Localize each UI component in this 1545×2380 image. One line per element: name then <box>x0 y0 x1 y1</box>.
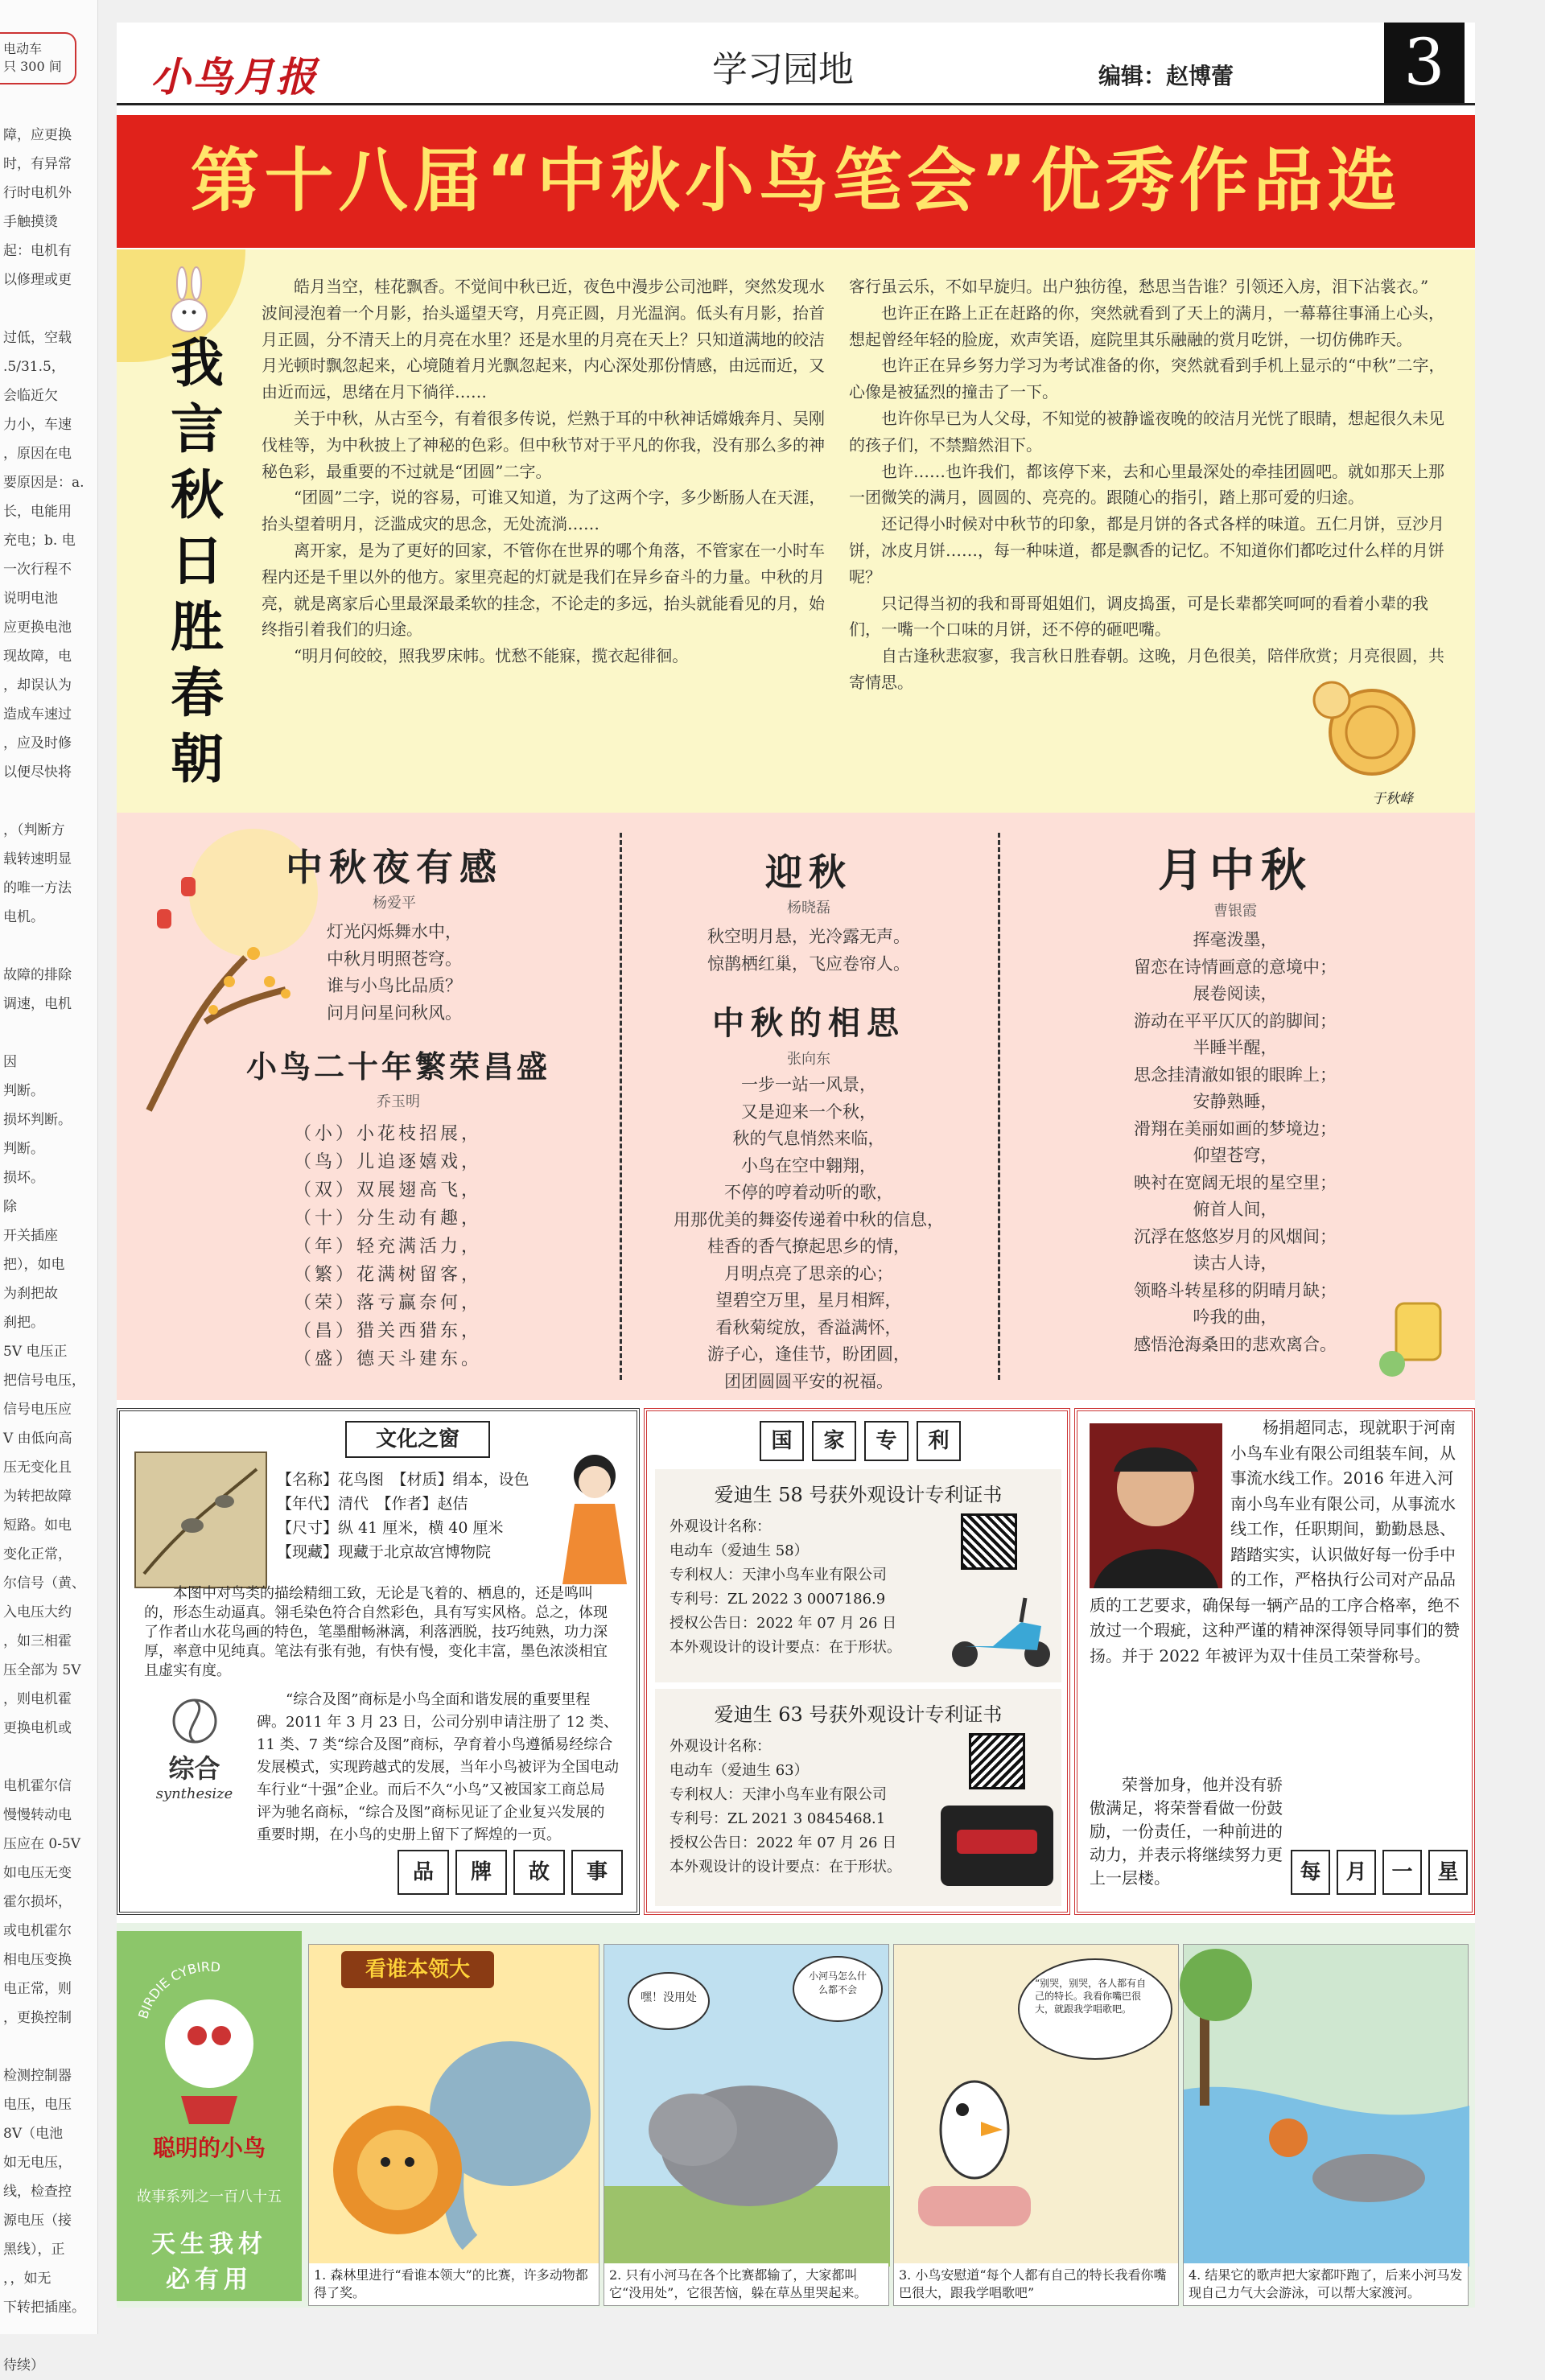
rabbit-icon <box>161 266 217 338</box>
previous-page-line: ，应及时修 <box>3 735 72 751</box>
poem-line: 一步一站一风景， <box>741 1075 876 1094</box>
tag-char: 品 <box>398 1850 449 1895</box>
previous-page-line: 压无变化且 <box>3 1460 72 1476</box>
patent-line: 专利号：ZL 2021 3 0845468.1 <box>670 1810 886 1827</box>
title-char: 日 <box>171 529 224 592</box>
previous-page-line: 如无电压， <box>3 2155 72 2171</box>
tag-char: 牌 <box>455 1850 507 1895</box>
poem-title: 月中秋 <box>1158 844 1312 897</box>
logo-en: synthesize <box>155 1785 233 1802</box>
patent-line: 授权公告日：2022 年 07 月 26 日 <box>670 1834 897 1851</box>
previous-page-line: 以便尽快将 <box>3 764 72 780</box>
poem-author: 张向东 <box>787 1051 830 1068</box>
comic-frame-3 <box>893 1944 1179 2306</box>
poem-line: 读古人诗， <box>1193 1254 1278 1273</box>
poem-line: 映衬在宽阔无垠的星空里； <box>1134 1172 1337 1192</box>
poem-line: 思念挂清澈如银的眼眸上； <box>1134 1064 1337 1085</box>
tag-char: 专 <box>864 1421 908 1461</box>
previous-page-line: 短路。如电 <box>3 1517 72 1534</box>
previous-page-line: 电机霍尔信 <box>3 1778 72 1794</box>
tag-char: 星 <box>1428 1850 1468 1895</box>
previous-page-column <box>0 0 98 2374</box>
essay-paragraph: 也许你早已为人父母，不知觉的被静谧夜晚的皎洁月光恍了眼睛，想起很久未见的孩子们，不禁黯然泪下。 <box>849 408 1444 455</box>
essay-section <box>117 249 1475 813</box>
motto-line: 天生我材 <box>151 2230 267 2259</box>
poem-author: 杨爱平 <box>373 895 416 912</box>
brand-story-text: “综合及图”商标是小鸟全面和谐发展的重要里程碑。2011 年 3 月 23 日，公司分别申请注册了 12 类、11 类、7 类“综合及图”商标，孕育着小鸟遵循易经综合发展模式，实现跨越式的发展，当年小鸟被评为全国电动车行业“十强”企业。而后不久“小鸟”又被国家工商总局评为驰名商标，“综合及图”商标见证了企业复兴发展的重要时期，在小鸟的史册上留下了辉煌的一页。 <box>257 1691 619 1843</box>
previous-page-line: 故障的排除 <box>3 967 72 983</box>
essay-paragraph: 也许……也许我们，都该停下来，去和心里最深处的牵挂团圆吧。就如那天上那一团微笑的满月，圆圆的、亮亮的。跟随心的指引，踏上那可爱的归途。 <box>849 461 1444 508</box>
tag-char: 国 <box>760 1421 804 1461</box>
tag-spacer <box>1291 1773 1468 1862</box>
features-section <box>117 1400 1475 1923</box>
tag-char: 一 <box>1382 1850 1422 1895</box>
poem-line: 望碧空万里，星月相辉， <box>715 1291 902 1310</box>
previous-page-line: 黑线），正 <box>3 2242 65 2258</box>
essay-paragraph: “团圆”二字，说的容易，可谁又知道，为了这两个字，多少断肠人在天涯，抬头望着明月，泛滥成灾的思念，无处流淌…… <box>262 488 826 534</box>
previous-page-line <box>3 294 93 323</box>
poem-line: 安静熟睡， <box>1193 1092 1278 1111</box>
previous-page-line <box>3 1743 93 1772</box>
essay-column-2 <box>849 274 1456 696</box>
patent-line: 专利权人：天津小鸟车业有限公司 <box>670 1567 887 1583</box>
essay-paragraph: 皓月当空，桂花飘香。不觉间中秋已近，夜色中漫步公司池畔，突然发现水波间浸泡着一个月影，抬头遥望天穹，月亮正圆，月光温润。低头有月影，抬首月正圆，分不清天上的月亮在水里？还是水里的月亮在天上？只知道满地的皎洁月光顿时飘忽起来，心境随着月光飘忽起来，内心深处那份情感，由远而近，又由近而远，思绪在月下徜徉…… <box>262 277 825 402</box>
poem-line: （鸟）儿追逐嬉戏， <box>294 1152 483 1172</box>
lion-elephant-illustration <box>309 1993 600 2259</box>
essay-paragraph: 还记得小时候对中秋节的印象，都是月饼的各式各样的味道。五仁月饼，豆沙月饼，冰皮月饼……，每一种味道，都是飘香的记忆。不知道你们都吃过什么样的月饼呢？ <box>849 514 1444 587</box>
poem-line: 滑翔在美丽如画的梦境边； <box>1134 1118 1337 1139</box>
poem-line: 秋空明月悬，光冷露无声。 <box>707 927 910 946</box>
patent-line: 外观设计名称： <box>670 1738 771 1755</box>
previous-page-line: 因 <box>3 1054 17 1070</box>
patent-line: 电动车（爱迪生 63） <box>670 1762 809 1779</box>
mascot-arc-text: BIRDIE CYBIRD <box>135 1958 221 2021</box>
tag-char: 故 <box>513 1850 565 1895</box>
culture-fields <box>277 1468 566 1564</box>
star-of-month-tag <box>1291 1850 1468 1895</box>
patent-line: 外观设计名称： <box>670 1518 771 1535</box>
patent-title: 爱迪生 58 号获外观设计专利证书 <box>714 1484 1003 1506</box>
previous-page-line: 长，电能用 <box>3 504 72 520</box>
ad-line: 电动车 <box>3 41 43 56</box>
field-name: 【名称】花鸟图 <box>277 1471 385 1489</box>
previous-page-line: 判断。 <box>3 1083 44 1099</box>
patent-line: 专利号：ZL 2022 3 0007186.9 <box>670 1591 886 1608</box>
patent-line: 授权公告日：2022 年 07 月 26 日 <box>670 1615 897 1632</box>
comic-series-label: 故事系列之一百八十五 <box>137 2189 282 2205</box>
previous-page-line: 为刹把故 <box>3 1286 58 1302</box>
poem-line: 谁与小鸟比品质？ <box>327 976 462 995</box>
previous-page-line: 时，有异常 <box>3 156 72 172</box>
previous-page-line: 8V（电池 <box>3 2126 64 2142</box>
speech-bubble-text: “别哭，别哭，各人都有自己的特长。我看你嘴巴很大，就跟我学唱歌吧。 <box>1035 1978 1147 2015</box>
dashboard-display-icon <box>941 1806 1053 1886</box>
previous-page-line: 手触摸烫 <box>3 214 58 230</box>
poem-line: （小）小花枝招展， <box>294 1124 483 1144</box>
poem-line: 仰望苍穹， <box>1193 1146 1278 1165</box>
tag-char: 利 <box>917 1421 961 1461</box>
comic-frame-2 <box>604 1944 889 2306</box>
previous-page-line: 5V 电压正 <box>3 1344 68 1360</box>
previous-page-line <box>3 2032 93 2061</box>
qr-code-icon <box>969 1733 1025 1789</box>
page-number: 3 <box>1384 23 1465 103</box>
previous-page-line <box>3 787 93 816</box>
previous-page-line: 除 <box>3 1199 17 1215</box>
poem-body <box>262 919 527 1027</box>
employee-text <box>1090 1415 1468 1669</box>
patent-title: 爱迪生 63 号获外观设计专利证书 <box>714 1703 1003 1726</box>
previous-page-line: 载转速明显 <box>3 851 72 867</box>
culture-window-tag: 文化之窗 <box>345 1421 490 1458</box>
previous-page-line: 判断。 <box>3 1141 44 1157</box>
poem-line: 吟我的曲， <box>1193 1307 1278 1327</box>
patent-card <box>655 1469 1061 1682</box>
patent-card <box>655 1689 1061 1906</box>
poem-line: 又是迎来一个秋， <box>741 1101 876 1122</box>
previous-page-line: 变化正常， <box>3 1546 72 1563</box>
previous-page-line: 的唯一方法 <box>3 880 72 896</box>
previous-page-line <box>3 932 93 961</box>
previous-page-line: 入电压大约 <box>3 1604 72 1620</box>
previous-page-line: 充电；b. 电 <box>3 533 76 549</box>
field-era: 【年代】清代 <box>277 1495 369 1513</box>
previous-page-line: 障，应更换 <box>3 127 72 143</box>
tag-char: 事 <box>571 1850 623 1895</box>
previous-page-line: 检测控制器 <box>3 2068 72 2084</box>
poem-line: 中秋月明照苍穹。 <box>327 949 462 969</box>
essay-column-1 <box>262 274 829 669</box>
header-rule <box>117 103 1475 105</box>
previous-page-line: ，则电机霍 <box>3 1691 72 1707</box>
poem-author: 曹银霞 <box>1213 903 1257 920</box>
field-size: 【尺寸】纵 41 厘米，横 40 厘米 <box>277 1519 504 1537</box>
previous-page-line: 电压，电压 <box>3 2097 72 2113</box>
poem-line: 挥毫泼墨， <box>1193 930 1278 949</box>
qr-code-icon <box>961 1513 1017 1570</box>
poem-line: 留恋在诗情画意的意境中； <box>1134 957 1337 977</box>
previous-page-line: 下转把插座。 <box>3 2300 85 2316</box>
ad-line: 只 300 间 <box>3 59 62 74</box>
poem-line: （荣）落亏赢奈何， <box>294 1293 483 1313</box>
previous-page-line <box>3 1019 93 1048</box>
photo-spacer <box>1090 1415 1230 1588</box>
tag-char: 家 <box>812 1421 856 1461</box>
column-divider <box>998 833 1000 1380</box>
mascot-panel <box>117 1931 302 2301</box>
previous-page-line: ，，如无 <box>3 2271 52 2287</box>
field-author: 【作者】赵佶 <box>384 1495 468 1513</box>
newspaper-page <box>117 23 1475 2308</box>
title-char: 我 <box>171 331 224 394</box>
previous-page-line: ，（判断方 <box>3 822 65 838</box>
patent-panel <box>644 1408 1070 1915</box>
previous-page-line: 力小，车速 <box>3 417 72 433</box>
previous-page-line: 过低，空载 <box>3 330 72 346</box>
comic-caption: 3. 小鸟安慰道“每个人都有自己的特长我看你嘴巴很大，跟我学唱歌吧” <box>894 2263 1178 2305</box>
mascot-name: 聪明的小鸟 <box>152 2135 266 2161</box>
previous-page-line: 压全部为 5V <box>3 1662 81 1678</box>
poem-title: 中秋夜有感 <box>286 846 503 889</box>
poem-line: 看秋菊绽放，香溢满怀， <box>715 1317 902 1337</box>
previous-page-line: 更换电机或 <box>3 1720 72 1736</box>
river-crossing-illustration <box>1184 1945 1469 2267</box>
previous-page-line: 损坏。 <box>3 1170 44 1186</box>
previous-page-line: 为转把故障 <box>3 1489 72 1505</box>
essay-paragraph: 也许正在异乡努力学习为考试准备的你，突然就看到手机上显示的“中秋”二字，心像是被猛烈的撞击了一下。 <box>849 356 1445 402</box>
flower-bird-painting <box>134 1451 267 1588</box>
previous-page-line: 一次行程不 <box>3 562 72 578</box>
previous-page-line: 电机。 <box>3 909 44 925</box>
poem-line: 游子心，逢佳节，盼团圆， <box>707 1344 910 1364</box>
previous-page-line: 信号电压应 <box>3 1402 72 1418</box>
headline-banner: 第十八届“中秋小鸟笔会”优秀作品选 <box>117 115 1475 248</box>
poems-section <box>117 813 1475 1400</box>
poem-line: 灯光闪烁舞水中， <box>327 922 462 941</box>
girl-illustration <box>558 1443 635 1588</box>
previous-page-line: 应更换电池 <box>3 620 72 636</box>
poem-line: 小鸟在空中翱翔， <box>741 1155 876 1176</box>
essay-paragraph: 客行虽云乐，不如早旋归。出户独彷徨，愁思当告谁？引领还入房，泪下沾裳衣。” <box>849 277 1429 296</box>
previous-page-line: 起：电机有 <box>3 243 72 259</box>
previous-page-line: 线，检查控 <box>3 2184 72 2200</box>
patent-line: 本外观设计的设计要点：在于形状。 <box>670 1859 901 1876</box>
title-char: 言 <box>171 397 224 460</box>
field-material: 【材质】绢本，设色 <box>399 1471 529 1489</box>
poem-line: 俯首人间， <box>1193 1200 1278 1219</box>
tag-char: 月 <box>1337 1850 1376 1895</box>
poem-line: 不停的哼着动听的歌， <box>724 1183 893 1202</box>
previous-page-line: 压应在 0-5V <box>3 1836 81 1852</box>
title-char: 胜 <box>171 595 224 658</box>
acrostic-poem-body <box>294 1120 535 1373</box>
previous-page-line: 刹把。 <box>3 1315 44 1331</box>
column-divider <box>620 833 622 1380</box>
essay-paragraph: 也许正在路上正在赶路的你，突然就看到了天上的满月，一幕幕往事涌上心头，想起曾经年轻的脸庞，欢声笑语，庭院里其乐融融的赏月吃饼，一切仿佛昨天。 <box>849 303 1444 349</box>
poem-body <box>632 1072 986 1395</box>
poem-title: 迎秋 <box>765 850 852 894</box>
poem-author: 杨晓磊 <box>787 900 830 916</box>
motto-line: 必有用 <box>166 2266 253 2294</box>
previous-page-line: ，原因在电 <box>3 446 72 462</box>
previous-page-line: 损坏判断。 <box>3 1112 72 1128</box>
essay-paragraph: 只记得当初的我和哥哥姐姐们，调皮捣蛋，可是长辈都笑呵呵的看着小辈的我们，一嘴一个口味的月饼，还不停的砸吧嘴。 <box>849 593 1428 640</box>
previous-page-text <box>3 121 93 2380</box>
poem-body <box>632 924 986 978</box>
speech-bubble-text: 嘿！没用处 <box>641 1991 697 2004</box>
comic-frame-4 <box>1183 1944 1469 2306</box>
previous-page-line: 相电压变换 <box>3 1952 72 1968</box>
poem-line: （昌）猎关西猎东， <box>294 1321 483 1341</box>
previous-page-line: 说明电池 <box>3 591 58 607</box>
poem-line: 半睡半醒， <box>1193 1038 1278 1057</box>
previous-page-line: ，如三相霍 <box>3 1633 72 1649</box>
poem-line: （盛）德天斗建东。 <box>294 1349 483 1369</box>
previous-page-line: 待续） <box>3 2357 44 2374</box>
culture-brand-panel <box>117 1408 640 1915</box>
lantern-icon <box>1372 1287 1461 1384</box>
essay-paragraph: 自古逢秋悲寂寥，我言秋日胜春朝。这晚，月色很美，陪伴欣赏；月亮很圆，共寄情思。 <box>849 646 1444 692</box>
essay-title-vertical <box>161 330 233 792</box>
previous-page-line: ，却误认为 <box>3 677 72 694</box>
previous-page-line: 以修理或更 <box>3 272 72 288</box>
employee-honor: 荣誉加身，他并没有骄傲满足，将荣誉看做一份鼓励，一份责任，一种前进的动力，并表示将继续努力更上一层楼。 <box>1090 1775 1283 1888</box>
poem-author: 乔玉明 <box>377 1093 420 1110</box>
previous-page-line: 开关插座 <box>3 1228 58 1244</box>
comic-title: 看谁本领大 <box>341 1951 494 1988</box>
poem-line: 问月问星问秋风。 <box>327 1003 462 1023</box>
poem-line: 桂香的香气撩起思乡的情， <box>707 1237 910 1256</box>
robot-bird-mascot <box>117 1931 302 2132</box>
poem-line: 游动在平平仄仄的韵脚间； <box>1134 1011 1337 1031</box>
patent-line: 专利权人：天津小鸟车业有限公司 <box>670 1786 887 1803</box>
poem-line: 感悟沧海桑田的悲欢离合。 <box>1134 1334 1337 1354</box>
poem-line: （十）分生动有趣， <box>294 1209 483 1229</box>
scooter-icon <box>945 1590 1057 1670</box>
title-char: 春 <box>171 661 224 724</box>
previous-page-line: 调速，电机 <box>3 996 72 1012</box>
logo-cn: 综合 <box>168 1753 220 1784</box>
previous-page-line: 把），如电 <box>3 1257 65 1273</box>
national-patent-tag <box>760 1421 961 1461</box>
previous-page-line: 如电压无变 <box>3 1865 72 1881</box>
mooncake-icon <box>1308 668 1428 780</box>
poem-line: 秋的气息悄然来临， <box>732 1129 885 1148</box>
previous-page-line: 慢慢转动电 <box>3 1807 72 1823</box>
employee-intro: 杨捐超同志，现就职于河南小鸟车业有限公司组装车间，从事流水线工作。2016 年进入河南小鸟车业有限公司，从事流水线工作，任职期间，勤勤恳恳、踏踏实实，认识做好每一份手中的工作，严格执行公司对产品品质的工艺要求，确保每一辆产品的工序合格率，绝不放过一个瑕疵，这种严谨的精神深得领导同事们的赞扬。并于 2022 年被评为双十佳员工荣誉称号。 <box>1090 1418 1460 1666</box>
speech-bubble-text: 小河马怎么什么都不会 <box>808 1970 867 1995</box>
essay-paragraph: 离开家，是为了更好的回家，不管你在世界的哪个角落，不管家在一小时车程内还是千里以外的他方。家里亮起的灯就是我们在异乡奋斗的力量。中秋的月亮，就是离家后心里最深最柔软的挂念，不论走的多远，抬头就能看见的月，始终指引着我们的归途。 <box>262 540 825 640</box>
poem-line: 团团圆圆平安的祝福。 <box>724 1371 893 1391</box>
poem-line: 惊鹊栖红巢，飞应卷帘人。 <box>707 953 910 974</box>
previous-page-line: V 由低向高 <box>3 1431 72 1447</box>
previous-page-line: 电正常，则 <box>3 1981 72 1997</box>
previous-page-line: 源电压（接 <box>3 2213 72 2229</box>
poem-line: 领略斗转星移的阴晴月缺； <box>1134 1280 1337 1300</box>
previous-page-line: 把信号电压， <box>3 1373 85 1389</box>
poem-line: 月明点亮了思亲的心； <box>724 1263 893 1283</box>
editor-credit: 编辑：赵博蕾 <box>1098 63 1234 89</box>
previous-page-line: 现故障，电 <box>3 649 72 665</box>
comic-caption: 1. 森林里进行“看谁本领大”的比赛，许多动物都得了奖。 <box>309 2263 599 2305</box>
brand-story-tag <box>398 1850 623 1895</box>
section-name: 学习园地 <box>712 49 854 90</box>
previous-page-line <box>3 2322 93 2351</box>
previous-page-line: 造成车速过 <box>3 706 72 723</box>
comic-caption: 4. 结果它的歌声把大家都吓跑了，后来小河马发现自己力气大会游泳，可以帮大家渡河。 <box>1184 2263 1468 2305</box>
poem-line: （年）轻充满活力， <box>294 1237 483 1257</box>
patent-line: 电动车（爱迪生 58） <box>670 1542 809 1559</box>
comic-caption: 2. 只有小河马在各个比赛都输了，大家都叫它“没用处”，它很苦恼，躲在草丛里哭起来。 <box>604 2263 888 2305</box>
star-employee-panel <box>1074 1408 1475 1915</box>
patent-line: 本外观设计的设计要点：在于形状。 <box>670 1639 901 1656</box>
previous-page-line: ，更换控制 <box>3 2010 72 2026</box>
poem-line: 用那优美的舞姿传递着中秋的信息， <box>674 1209 944 1229</box>
culture-description: 本图中对鸟类的描绘精细工致，无论是飞着的、栖息的，还是鸣叫的，形态生动逼真。翎毛染色符合自然彩色，具有写实风格。总之，体现了作者山水花鸟画的特色，笔墨酣畅淋漓，利落洒脱，技巧纯熟，功力深厚，率意中见纯真。笔法有张有弛，有快有慢，变化丰富，墨色浓淡相宜且虚实有度。 <box>144 1585 608 1679</box>
previous-page-line: 或电机霍尔 <box>3 1923 72 1939</box>
newspaper-logo: 小鸟月报 <box>150 53 318 101</box>
title-char: 朝 <box>171 727 224 790</box>
poem-line: 展卷阅读， <box>1193 984 1278 1003</box>
poem-line: （双）双展翅高飞， <box>294 1180 483 1200</box>
comic-section <box>117 1923 1475 2308</box>
essay-paragraph: 关于中秋，从古至今，有着很多传说，烂熟于耳的中秋神话嫦娥奔月、吴刚伐桂等，为中秋披上了神秘的色彩。但中秋节对于平凡的你我，没有那么多的神秘色彩，最重要的不过就是“团圆”二字。 <box>262 408 825 481</box>
previous-page-ad-box <box>0 32 76 84</box>
previous-page-line: 行时电机外 <box>3 185 72 201</box>
comic-frame-1 <box>308 1944 599 2306</box>
poem-line: 沉浮在悠悠岁月的风烟间； <box>1134 1226 1337 1246</box>
essay-paragraph: “明月何皎皎，照我罗床帏。忧愁不能寐，揽衣起徘徊。 <box>294 646 689 666</box>
previous-page-line: .5/31.5， <box>3 359 65 375</box>
previous-page-line: 尔信号（黄、 <box>3 1575 85 1591</box>
synthesize-brand-logo <box>140 1697 249 1802</box>
essay-signature: 于秋峰 <box>1372 791 1413 807</box>
previous-page-line: 要原因是：a. <box>3 475 84 491</box>
yin-yang-icon <box>171 1697 219 1745</box>
previous-page-line: 会临近欠 <box>3 388 58 404</box>
tag-char: 每 <box>1291 1850 1330 1895</box>
poem-title: 中秋的相思 <box>712 1004 905 1042</box>
title-char: 秋 <box>171 463 224 526</box>
poem-title: 小鸟二十年繁荣昌盛 <box>245 1048 550 1085</box>
field-location: 【现藏】现藏于北京故宫博物院 <box>277 1543 492 1561</box>
previous-page-line: 霍尔损坏， <box>3 1894 72 1910</box>
poem-line: （繁）花满树留客， <box>294 1265 483 1285</box>
